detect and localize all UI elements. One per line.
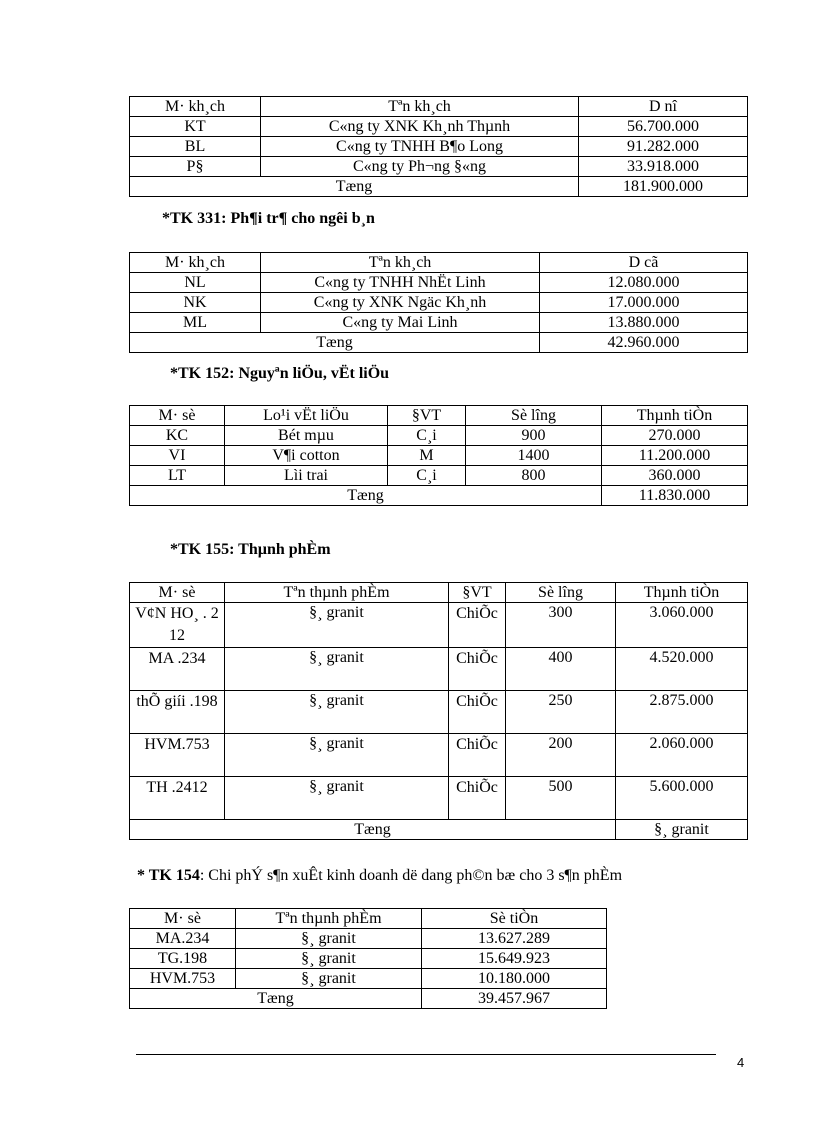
cell: 56.700.000 <box>579 117 748 137</box>
cell: ChiÕc <box>449 648 506 691</box>
cell: §¸ granit <box>236 969 422 989</box>
heading-rest-part: : Chi phÝ s¶n xuÊt kinh doanh dë dang ph©n bæ cho 3 s¶n phÈm <box>199 867 623 884</box>
section-heading-tk154 <box>137 867 622 885</box>
cell: §¸ granit <box>225 603 449 648</box>
cell: VI <box>130 446 225 466</box>
cell: ChiÕc <box>449 777 506 820</box>
cell: 270.000 <box>602 426 748 446</box>
cell: §¸ granit <box>236 929 422 949</box>
section-heading-tk331: *TK 331: Ph¶i tr¶ cho ngêi b¸n <box>162 210 375 227</box>
cell: ChiÕc <box>449 734 506 777</box>
table-row <box>130 777 748 820</box>
total-value: 39.457.967 <box>422 989 607 1009</box>
header-cell: M· kh¸ch <box>130 97 261 117</box>
table-header-row <box>130 97 748 117</box>
cell: 500 <box>506 777 616 820</box>
cell: LT <box>130 466 225 486</box>
cell: C«ng ty XNK Kh¸nh Thµnh <box>261 117 579 137</box>
cell: 11.200.000 <box>602 446 748 466</box>
cell: 5.600.000 <box>616 777 748 820</box>
table-row <box>130 466 748 486</box>
table-header-row <box>130 253 748 273</box>
table-row <box>130 929 607 949</box>
cell: 300 <box>506 603 616 648</box>
cell: ML <box>130 313 261 333</box>
cell: 250 <box>506 691 616 734</box>
cell: C«ng ty XNK Ngäc Kh¸nh <box>261 293 540 313</box>
section-heading-tk152: *TK 152: Nguyªn liÖu, vËt liÖu <box>170 365 390 382</box>
finished-goods-table <box>129 582 748 840</box>
cell: 13.880.000 <box>540 313 748 333</box>
cell: NL <box>130 273 261 293</box>
heading-bold-part: * TK 154 <box>137 867 200 884</box>
cell: 1400 <box>466 446 602 466</box>
cell: §¸ granit <box>236 949 422 969</box>
cell: C¸i <box>388 426 466 446</box>
page-number: 4 <box>737 1055 745 1070</box>
total-label: Tæng <box>130 989 422 1009</box>
header-cell: Lo¹i vËt liÖu <box>225 406 388 426</box>
cell: 360.000 <box>602 466 748 486</box>
header-cell: Tªn kh¸ch <box>261 253 540 273</box>
cell: thÕ giíi .198 <box>130 691 225 734</box>
total-value: 42.960.000 <box>540 333 748 353</box>
header-cell: M· sè <box>130 406 225 426</box>
cell: ChiÕc <box>449 603 506 648</box>
cell: P§ <box>130 157 261 177</box>
receivables-table <box>129 96 748 197</box>
header-cell: Thµnh tiÒn <box>616 583 748 603</box>
cell: BL <box>130 137 261 157</box>
table-row <box>130 734 748 777</box>
table-row <box>130 969 607 989</box>
cell: KT <box>130 117 261 137</box>
header-cell: D cã <box>540 253 748 273</box>
header-cell: M· kh¸ch <box>130 253 261 273</box>
total-row <box>130 989 607 1009</box>
table-row <box>130 157 748 177</box>
table-row <box>130 648 748 691</box>
cell: 800 <box>466 466 602 486</box>
total-row <box>130 177 748 197</box>
cell: TH .2412 <box>130 777 225 820</box>
cell: C¸i <box>388 466 466 486</box>
wip-allocation-table <box>129 908 607 1009</box>
cell: 2.875.000 <box>616 691 748 734</box>
cell: V¶i cotton <box>225 446 388 466</box>
table-row <box>130 949 607 969</box>
total-label: Tæng <box>130 820 616 840</box>
table-row <box>130 426 748 446</box>
cell: KC <box>130 426 225 446</box>
total-value: 11.830.000 <box>602 486 748 506</box>
header-cell: §VT <box>388 406 466 426</box>
cell: V¢N HO¸ . 212 <box>130 603 225 648</box>
cell: 15.649.923 <box>422 949 607 969</box>
total-label: Tæng <box>130 486 602 506</box>
cell: NK <box>130 293 261 313</box>
table-header-row <box>130 909 607 929</box>
table-header-row <box>130 406 748 426</box>
cell: §¸ granit <box>225 734 449 777</box>
total-label: Tæng <box>130 177 579 197</box>
header-cell: Thµnh tiÒn <box>602 406 748 426</box>
header-cell: §VT <box>449 583 506 603</box>
table-row <box>130 137 748 157</box>
table-row <box>130 293 748 313</box>
cell: 3.060.000 <box>616 603 748 648</box>
cell: MA.234 <box>130 929 236 949</box>
header-cell: Tªn thµnh phÈm <box>236 909 422 929</box>
footer-rule <box>136 1054 716 1055</box>
table-row <box>130 273 748 293</box>
header-cell: Sè tiÒn <box>422 909 607 929</box>
cell: HVM.753 <box>130 969 236 989</box>
cell: Bét mµu <box>225 426 388 446</box>
header-cell: Tªn kh¸ch <box>261 97 579 117</box>
cell: TG.198 <box>130 949 236 969</box>
table-row <box>130 313 748 333</box>
cell: C«ng ty TNHH NhËt Linh <box>261 273 540 293</box>
header-cell: Sè lîng <box>506 583 616 603</box>
cell: 2.060.000 <box>616 734 748 777</box>
cell: C«ng ty Ph¬ng §«ng <box>261 157 579 177</box>
header-cell: Tªn thµnh phÈm <box>225 583 449 603</box>
cell: 17.000.000 <box>540 293 748 313</box>
cell: 200 <box>506 734 616 777</box>
cell: 12.080.000 <box>540 273 748 293</box>
cell: 10.180.000 <box>422 969 607 989</box>
cell: 400 <box>506 648 616 691</box>
total-row <box>130 820 748 840</box>
header-cell: M· sè <box>130 583 225 603</box>
table-row <box>130 117 748 137</box>
cell: 33.918.000 <box>579 157 748 177</box>
cell: C«ng ty TNHH B¶o Long <box>261 137 579 157</box>
table-header-row <box>130 583 748 603</box>
table-row <box>130 446 748 466</box>
materials-table <box>129 405 748 506</box>
total-label: Tæng <box>130 333 540 353</box>
cell: HVM.753 <box>130 734 225 777</box>
cell: Lìi trai <box>225 466 388 486</box>
total-value: §¸ granit <box>616 820 748 840</box>
payables-table <box>129 252 748 353</box>
total-row <box>130 333 748 353</box>
cell: 13.627.289 <box>422 929 607 949</box>
cell: MA .234 <box>130 648 225 691</box>
cell: ChiÕc <box>449 691 506 734</box>
cell: C«ng ty Mai Linh <box>261 313 540 333</box>
header-cell: M· sè <box>130 909 236 929</box>
table-row <box>130 603 748 648</box>
cell: 4.520.000 <box>616 648 748 691</box>
cell: 91.282.000 <box>579 137 748 157</box>
table-row <box>130 691 748 734</box>
total-value: 181.900.000 <box>579 177 748 197</box>
total-row <box>130 486 748 506</box>
cell: §¸ granit <box>225 691 449 734</box>
header-cell: D nî <box>579 97 748 117</box>
cell: §¸ granit <box>225 648 449 691</box>
section-heading-tk155: *TK 155: Thµnh phÈm <box>170 541 331 558</box>
cell: 900 <box>466 426 602 446</box>
cell: §¸ granit <box>225 777 449 820</box>
header-cell: Sè lîng <box>466 406 602 426</box>
cell: M <box>388 446 466 466</box>
